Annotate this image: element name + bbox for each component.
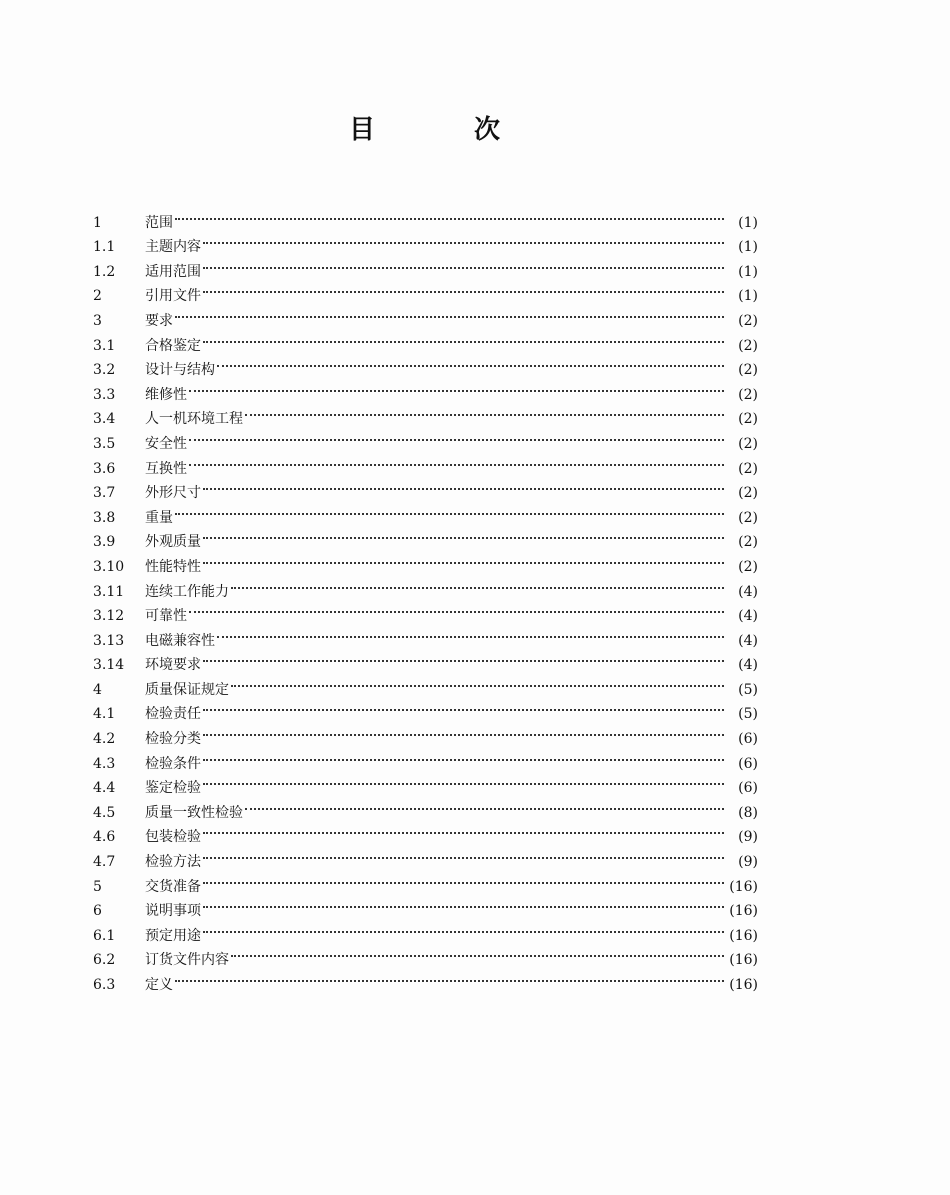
toc-entry-number: 4.5 [93, 804, 116, 821]
toc-dot-leader [203, 743, 724, 768]
toc-dot-leader [203, 915, 724, 940]
toc-dot-leader [203, 866, 724, 891]
toc-entry-title: 质量一致性检验 [145, 804, 243, 821]
toc-entry-title: 检验条件 [145, 755, 201, 772]
toc-entry-page: (2) [738, 362, 758, 379]
toc-entry-page: (2) [738, 337, 758, 354]
toc-entry-title: 电磁兼容性 [145, 632, 215, 649]
toc-entry-page: (2) [738, 534, 758, 551]
toc-dot-leader [189, 423, 724, 448]
toc-entry-title: 要求 [145, 312, 173, 329]
toc-dot-leader [175, 202, 724, 227]
toc-entry-page: (1) [738, 214, 758, 231]
toc-entry-page: (2) [738, 312, 758, 329]
toc-entry[interactable] [93, 596, 758, 625]
toc-entry-page: (16) [729, 927, 758, 944]
toc-entry-page: (9) [738, 854, 758, 871]
toc-entry-page: (16) [729, 903, 758, 920]
toc-entry-title: 合格鉴定 [145, 337, 201, 354]
toc-entry[interactable] [93, 448, 758, 477]
toc-entry[interactable] [93, 522, 758, 551]
toc-entry[interactable] [93, 964, 758, 993]
toc-entry-page: (6) [738, 755, 758, 772]
toc-entry-number: 1.2 [93, 263, 116, 280]
toc-entry-title: 连续工作能力 [145, 583, 229, 600]
toc-dot-leader [203, 251, 724, 276]
toc-entry-title: 定义 [145, 977, 173, 993]
toc-entry-title: 范围 [145, 214, 173, 231]
toc-entry-page: (5) [738, 706, 758, 723]
toc-entry-page: (2) [738, 509, 758, 526]
toc-entry-number: 3.4 [93, 411, 116, 428]
toc-entry-title: 预定用途 [145, 927, 201, 944]
toc-entry-number: 6.2 [93, 952, 116, 969]
toc-entry-number: 4.6 [93, 829, 116, 846]
toc-entry-number: 4.4 [93, 780, 116, 797]
toc-entry-number: 3 [93, 312, 102, 329]
toc-entry-page: (2) [738, 558, 758, 575]
toc-entry-number: 3.10 [93, 558, 125, 575]
toc-dot-leader [203, 227, 724, 252]
toc-entry-number: 3.1 [93, 337, 116, 354]
toc-entry-title: 可靠性 [145, 608, 187, 625]
toc-entry-page: (6) [738, 780, 758, 797]
toc-entry[interactable] [93, 374, 758, 403]
toc-entry-page: (4) [738, 583, 758, 600]
toc-dot-leader [189, 596, 724, 621]
toc-entry-title: 性能特性 [145, 558, 201, 575]
toc-entry[interactable] [93, 497, 758, 526]
toc-entry[interactable] [93, 473, 758, 502]
toc-entry[interactable] [93, 300, 758, 329]
toc-entry-page: (16) [729, 977, 758, 993]
toc-dot-leader [231, 940, 724, 965]
toc-entry-number: 3.7 [93, 485, 116, 502]
toc-entry-number: 4.7 [93, 854, 116, 871]
toc-dot-leader [203, 817, 724, 842]
toc-dot-leader [203, 841, 724, 866]
toc-entry-number: 3.12 [93, 608, 125, 625]
toc-entry-number: 3.13 [93, 632, 125, 649]
toc-entry-page: (5) [738, 681, 758, 698]
toc-entry-title: 说明事项 [145, 903, 201, 920]
toc-dot-leader [203, 325, 724, 350]
toc-entry-title: 检验责任 [145, 706, 201, 723]
toc-entry-title: 主题内容 [145, 239, 201, 256]
toc-dot-leader [245, 792, 724, 817]
toc-entry-number: 3.6 [93, 460, 116, 477]
toc-entry-title: 人一机环境工程 [145, 411, 243, 428]
toc-entry-number: 4.1 [93, 706, 116, 723]
toc-entry-number: 5 [93, 878, 102, 895]
toc-dot-leader [203, 473, 724, 498]
toc-entry-number: 6.3 [93, 977, 116, 993]
toc-entry-number: 3.5 [93, 435, 116, 452]
toc-entry-page: (4) [738, 608, 758, 625]
toc-entry-title: 设计与结构 [145, 362, 215, 379]
toc-entry-page: (2) [738, 460, 758, 477]
toc-entry-title: 外形尺寸 [145, 485, 201, 502]
toc-entry-number: 3.2 [93, 362, 116, 379]
toc-entry-title: 包装检验 [145, 829, 201, 846]
toc-entry-page: (4) [738, 657, 758, 674]
toc-entry-number: 1.1 [93, 239, 116, 256]
toc-entry-page: (1) [738, 239, 758, 256]
toc-entry-page: (2) [738, 435, 758, 452]
toc-entry-number: 4.3 [93, 755, 116, 772]
toc-entry-title: 检验分类 [145, 731, 201, 748]
toc-entry-number: 3.11 [93, 583, 125, 600]
toc-dot-leader [203, 694, 724, 719]
toc-entry-page: (1) [738, 288, 758, 305]
toc-entry-number: 3.9 [93, 534, 116, 551]
toc-entry-page: (9) [738, 829, 758, 846]
table-of-contents [93, 202, 758, 993]
page-title [0, 110, 950, 150]
toc-entry-title: 检验方法 [145, 854, 201, 871]
toc-entry[interactable] [93, 325, 758, 354]
toc-entry-page: (6) [738, 731, 758, 748]
toc-entry-page: (2) [738, 386, 758, 403]
toc-entry-number: 3.8 [93, 509, 116, 526]
toc-entry-title: 引用文件 [145, 288, 201, 305]
toc-entry-page: (4) [738, 632, 758, 649]
toc-dot-leader [231, 571, 724, 596]
toc-entry-title: 鉴定检验 [145, 780, 201, 797]
toc-entry-number: 3.3 [93, 386, 116, 403]
toc-entry-title: 交货准备 [145, 878, 201, 895]
toc-entry-title: 订货文件内容 [145, 952, 229, 969]
toc-dot-leader [217, 350, 724, 375]
toc-entry-title: 维修性 [145, 386, 187, 403]
toc-entry-page: (16) [729, 878, 758, 895]
toc-entry-number: 6 [93, 903, 102, 920]
toc-entry-title: 质量保证规定 [145, 681, 229, 698]
toc-entry-page: (2) [738, 485, 758, 502]
toc-dot-leader [245, 399, 724, 424]
toc-dot-leader [203, 718, 724, 743]
toc-entry-page: (1) [738, 263, 758, 280]
toc-entry[interactable] [93, 423, 758, 452]
toc-dot-leader [203, 276, 724, 301]
toc-dot-leader [175, 497, 724, 522]
toc-entry-number: 4.2 [93, 731, 116, 748]
toc-entry-page: (16) [729, 952, 758, 969]
toc-entry-title: 外观质量 [145, 534, 201, 551]
toc-dot-leader [203, 768, 724, 793]
toc-entry[interactable] [93, 620, 758, 649]
toc-entry-number: 2 [93, 288, 102, 305]
toc-dot-leader [217, 620, 724, 645]
toc-dot-leader [203, 546, 724, 571]
toc-entry[interactable] [93, 227, 758, 256]
toc-entry-number: 6.1 [93, 927, 116, 944]
toc-entry-number: 1 [93, 214, 102, 231]
toc-entry-number: 3.14 [93, 657, 125, 674]
toc-entry-number: 4 [93, 681, 102, 698]
toc-dot-leader [175, 964, 724, 989]
toc-dot-leader [203, 891, 724, 916]
toc-dot-leader [203, 645, 724, 670]
toc-dot-leader [231, 669, 724, 694]
toc-dot-leader [203, 522, 724, 547]
toc-entry-title: 环境要求 [145, 657, 201, 674]
toc-entry-title: 互换性 [145, 460, 187, 477]
toc-entry[interactable] [93, 202, 758, 231]
toc-entry-title: 适用范围 [145, 263, 201, 280]
toc-entry-title: 安全性 [145, 435, 187, 452]
toc-entry[interactable] [93, 399, 758, 428]
title-char-2: 次 [474, 115, 501, 145]
toc-dot-leader [189, 448, 724, 473]
toc-entry-page: (8) [738, 804, 758, 821]
toc-entry-title: 重量 [145, 509, 173, 526]
toc-entry-page: (2) [738, 411, 758, 428]
toc-dot-leader [189, 374, 724, 399]
toc-dot-leader [175, 300, 724, 325]
title-char-1: 目 [349, 115, 376, 145]
